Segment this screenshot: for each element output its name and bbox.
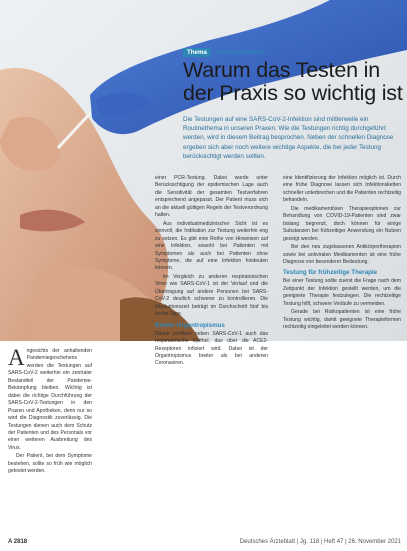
page-number: A 2818 — [8, 539, 28, 545]
paragraph: Der Patient, bei dem Symptome bestehen, sollte so früh wie möglich getestet werden. — [8, 453, 92, 475]
article-column-1 — [8, 345, 92, 477]
paragraph: Die medikamentösen Therapieoptionen zur Behandlung von COVID-19-Patienten sind zwar bislang begrenzt, doch können für einige Substanzen bei frühzeitiger Anwendung ein Nutzen gezeigt werden. — [283, 205, 401, 242]
subheading: Testung für frühzeitige Therapie — [283, 269, 378, 277]
paragraph: einer PCR-Testung. Dabei wurde unter Berücksichtigung der epidemischen Lage auch die Sensitivität der gesamten Testverfahren entsprechend angepasst. Der Patient muss sich an die aktuell gültigen Regeln der Testverordnung halten. — [155, 175, 268, 219]
paragraph: Angesichts der anhaltenden Pandemiegeschehens werden die Testungen auf SARS-CoV-2 weiterhin ein zentraler Bestandteil der Pandemie-Bekämpfung bleiben. Wichtig ist dabei die richtige Durchführung der SARS-CoV-2-Testungen in den Praxen und Apotheken, denn nur so wird die Diagnostik zuverlässig. Die Testungen dienen auch dem Schutz der Patienten und des Personals vor einer weiteren Ausbreitung des Virus. — [8, 345, 92, 451]
page-title: Warum das Testen in der Praxis so wichtig ist — [183, 58, 403, 105]
lead-paragraph: Die Testungen auf eine SARS-CoV-2-Infektion sind mittlerweile ein Routinethema in unseren Praxen. Wie die Testungen richtig durchgeführt werden, wird in diesem Beitrag besprochen. Neben der schnellen Diagnose ergeben sich aber noch weitere wichtige Aspekte, die bei jeder Testung berücksichtigt werden sollten. — [183, 116, 394, 160]
paragraph: Bei den neu zugelassenen Antikörpertherapien sowie bei antiviralen Medikamenten ist eine frühe Diagnose von besonderer Bedeutung. — [283, 244, 401, 265]
article-column-3 — [283, 175, 401, 333]
paragraph: Bei einer Testung sollte zuerst die Frage nach dem Zeitpunkt der Infektion gestellt werden, um die geeignete Therapie festzulegen. Die rechtzeitige Testung hilft, schwere Verläufe zu vermeiden. — [283, 278, 401, 307]
journal-citation: Deutsches Ärzteblatt | Jg. 118 | Heft 47 | 26. November 2021 — [239, 539, 401, 545]
paragraph: Davon profitiert neben SARS-CoV-1 auch das respiratorische Epithel, das über die ACE2-Rezeptoren infiziert wird. Dabei ist der Organtropismus breiter als bei anderen Coronaviren. — [155, 330, 268, 367]
article-column-2 — [155, 175, 268, 369]
kicker — [183, 48, 266, 57]
paragraph: Gerade bei Risikopatienten ist eine frühe Testung wichtig, damit geeignete Therapieformen rechtzeitig eingeleitet werden können. — [283, 309, 401, 331]
section-tag: Thema — [183, 48, 211, 57]
section-topic: Coronapandemie — [214, 49, 266, 56]
paragraph: eine Identifizierung der Infektion möglich ist. Durch eine frühe Diagnose lassen sich Infektionsketten schneller unterbrechen und die Patienten rechtzeitig behandeln. — [283, 175, 401, 204]
page-footer — [8, 537, 401, 547]
paragraph: Im Vergleich zu anderen respiratorischen Viren wie SARS-CoV-1 ist der Verlauf und die Übertragung auf andere Personen bei SARS-CoV-2 deutlich schwerer zu kontrollieren. Die Inkubationszeit beträgt im Durchschnitt fünf bis sechs Tage. — [155, 273, 268, 318]
subheading: Breiter Organtropismus — [155, 321, 225, 329]
paragraph: Aus individualmedizinischer Sicht ist es sinnvoll, die Indikation zur Testung weiterhin eng zu setzen. Es gibt eine Reihe von Hinweisen auf eine Infektion, sowohl bei Patienten mit Symptomen als auch bei Patienten ohne Symptome, die auf eine Infektion hindeuten können. — [155, 220, 268, 272]
drop-cap: A — [8, 345, 25, 370]
